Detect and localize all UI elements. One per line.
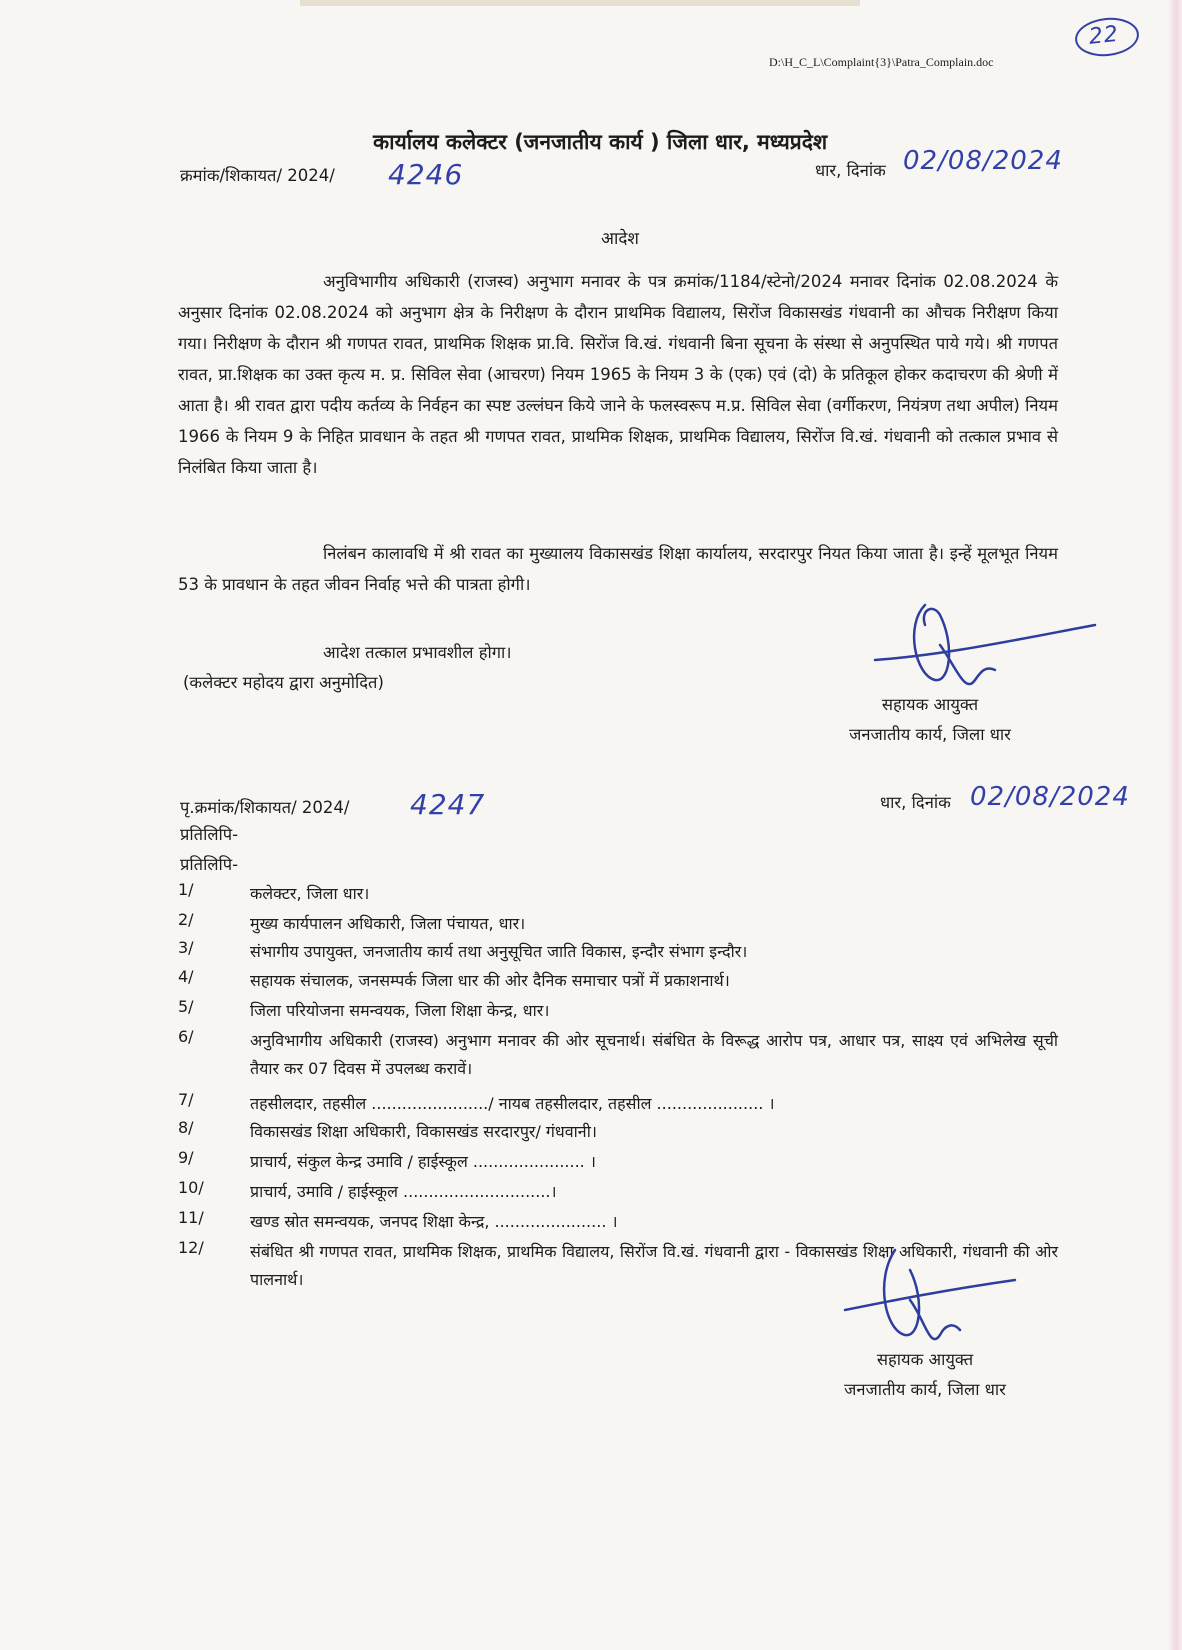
- copy-list-number: 8/: [178, 1118, 194, 1137]
- signature-2-designation: सहायक आयुक्त: [876, 1350, 974, 1369]
- office-title: कार्यालय कलेक्टर (जनजातीय कार्य ) जिला धार, मध्यप्रदेश: [373, 130, 828, 154]
- scan-top-edge: [300, 0, 860, 6]
- date-label: धार, दिनांक: [815, 161, 886, 180]
- copy-list-number: 2/: [178, 910, 194, 929]
- endorsement-ref-hand: 4247: [410, 788, 486, 821]
- copy-list-number: 11/: [178, 1208, 204, 1227]
- signature-1-block: [820, 690, 1040, 750]
- copy-list-number: 7/: [178, 1090, 194, 1109]
- copy-list-number: 12/: [178, 1238, 204, 1257]
- date-hand: 02/08/2024: [903, 146, 1063, 176]
- copy-label-2: प्रतिलिपि-: [180, 855, 239, 874]
- page-number-hand: 22: [1087, 21, 1121, 50]
- copy-list-text: प्राचार्य, संकुल केन्द्र उमावि / हाईस्कूल ...................... ।: [250, 1152, 596, 1171]
- order-heading: आदेश: [601, 229, 639, 249]
- copy-list-text: खण्ड स्रोत समन्वयक, जनपद शिक्षा केन्द्र, ...................... ।: [250, 1212, 618, 1231]
- copy-list-text: विकासखंड शिक्षा अधिकारी, विकासखंड सरदारपुर/ गंधवानी।: [250, 1122, 597, 1141]
- copy-list-number: 3/: [178, 938, 194, 957]
- copy-list-number: 4/: [178, 967, 194, 986]
- copy-list-text: सहायक संचालक, जनसम्पर्क जिला धार की ओर दैनिक समाचार पत्रों में प्रकाशनार्थ।: [250, 971, 730, 990]
- effective-line: आदेश तत्काल प्रभावशील होगा।: [323, 643, 512, 662]
- copy-list-number: 10/: [178, 1178, 204, 1197]
- copy-list-text: जिला परियोजना समन्वयक, जिला शिक्षा केन्द्र, धार।: [250, 1001, 550, 1020]
- copy-list-number: 6/: [178, 1027, 194, 1046]
- copy-list-number: 9/: [178, 1148, 194, 1167]
- file-path: D:\H_C_L\Complaint{3}\Patra_Complain.doc: [769, 55, 994, 69]
- endorsement-date-label: धार, दिनांक: [880, 793, 951, 812]
- copy-list-text: तहसीलदार, तहसील ......................./ नायब तहसीलदार, तहसील ..................... ।: [250, 1094, 775, 1113]
- copy-list-number: 1/: [178, 880, 194, 899]
- approval-line: (कलेक्टर महोदय द्वारा अनुमोदित): [183, 673, 384, 692]
- copy-list-text: अनुविभागीय अधिकारी (राजस्व) अनुभाग मनावर की ओर सूचनार्थ। संबंधित के विरूद्ध आरोप पत्र, आधार पत्र, साक्ष्य एवं अभिलेख सूची तैयार कर 07 दिवस में उपलब्ध करावें।: [250, 1031, 1058, 1078]
- signature-2-department: जनजातीय कार्य, जिला धार: [844, 1380, 1006, 1399]
- signature-1-designation: सहायक आयुक्त: [881, 695, 979, 714]
- copy-list-text: कलेक्टर, जिला धार।: [250, 884, 370, 903]
- order-paragraph-1: [178, 266, 1058, 483]
- page-number-circle: [1073, 15, 1141, 59]
- endorsement-ref-label: पृ.क्रमांक/शिकायत/ 2024/: [180, 798, 350, 817]
- copy-list-text: संबंधित श्री गणपत रावत, प्राथमिक शिक्षक, प्राथमिक विद्यालय, सिरोंज वि.खं. गंधवानी द्वारा - विकासखंड शिक्षा अधिकारी, गंधवानी की ओर पालनार्थ।: [250, 1242, 1058, 1289]
- scan-right-edge: [1168, 0, 1182, 1650]
- order-paragraph-2-text: निलंबन कालावधि में श्री रावत का मुख्यालय विकासखंड शिक्षा कार्यालय, सरदारपुर नियत किया जाता है। इन्हें मूलभूत नियम 53 के प्रावधान के तहत जीवन निर्वाह भत्ते की पात्रता होगी।: [178, 544, 1058, 594]
- copy-label-1: प्रतिलिपि-: [180, 825, 239, 844]
- copy-list-text: प्राचार्य, उमावि / हाईस्कूल .............................।: [250, 1182, 557, 1201]
- endorsement-date-hand: 02/08/2024: [970, 782, 1130, 812]
- ref-number-hand: 4246: [388, 158, 464, 191]
- copy-list-text: मुख्य कार्यपालन अधिकारी, जिला पंचायत, धार।: [250, 914, 526, 933]
- ref-number-label: क्रमांक/शिकायत/ 2024/: [180, 166, 335, 185]
- copy-list-text: संभागीय उपायुक्त, जनजातीय कार्य तथा अनुसूचित जाति विकास, इन्दौर संभाग इन्दौर।: [250, 942, 748, 961]
- signature-2-block: [815, 1345, 1035, 1405]
- order-paragraph-1-text: अनुविभागीय अधिकारी (राजस्व) अनुभाग मनावर के पत्र क्रमांक/1184/स्टेनो/2024 मनावर दिनांक 02.08.2024 के अनुसार दिनांक 02.08.2024 को अनुभाग क्षेत्र के निरीक्षण के दौरान प्राथमिक विद्यालय, सिरोंज विकासखंड गंधवानी का औचक निरीक्षण किया गया। निरीक्षण के दौरान श्री गणपत रावत, प्राथमिक शिक्षक प्रा.वि. सिरोंज वि.खं. गंधवानी बिना सूचना के संस्था से अनुपस्थित पाये गये। श्री गणपत रावत, प्रा.शिक्षक का उक्त कृत्य म. प्र. सिविल सेवा (आचरण) नियम 1965 के नियम 3 के (एक) एवं (दो) के प्रतिकूल होकर कदाचरण की श्रेणी में आता है। श्री रावत द्वारा पदीय कर्तव्य के निर्वहन का स्पष्ट उल्लंघन किये जाने के फलस्वरूप म.प्र. सिविल सेवा (वर्गीकरण, नियंत्रण तथा अपील) नियम 1966 के नियम 9 के निहित प्रावधान के तहत श्री गणपत रावत, प्राथमिक शिक्षक, प्राथमिक विद्यालय, सिरोंज वि.खं. गंधवानी को तत्काल प्रभाव से निलंबित किया जाता है।: [178, 272, 1058, 477]
- copy-list-number: 5/: [178, 997, 194, 1016]
- signature-1-department: जनजातीय कार्य, जिला धार: [849, 725, 1011, 744]
